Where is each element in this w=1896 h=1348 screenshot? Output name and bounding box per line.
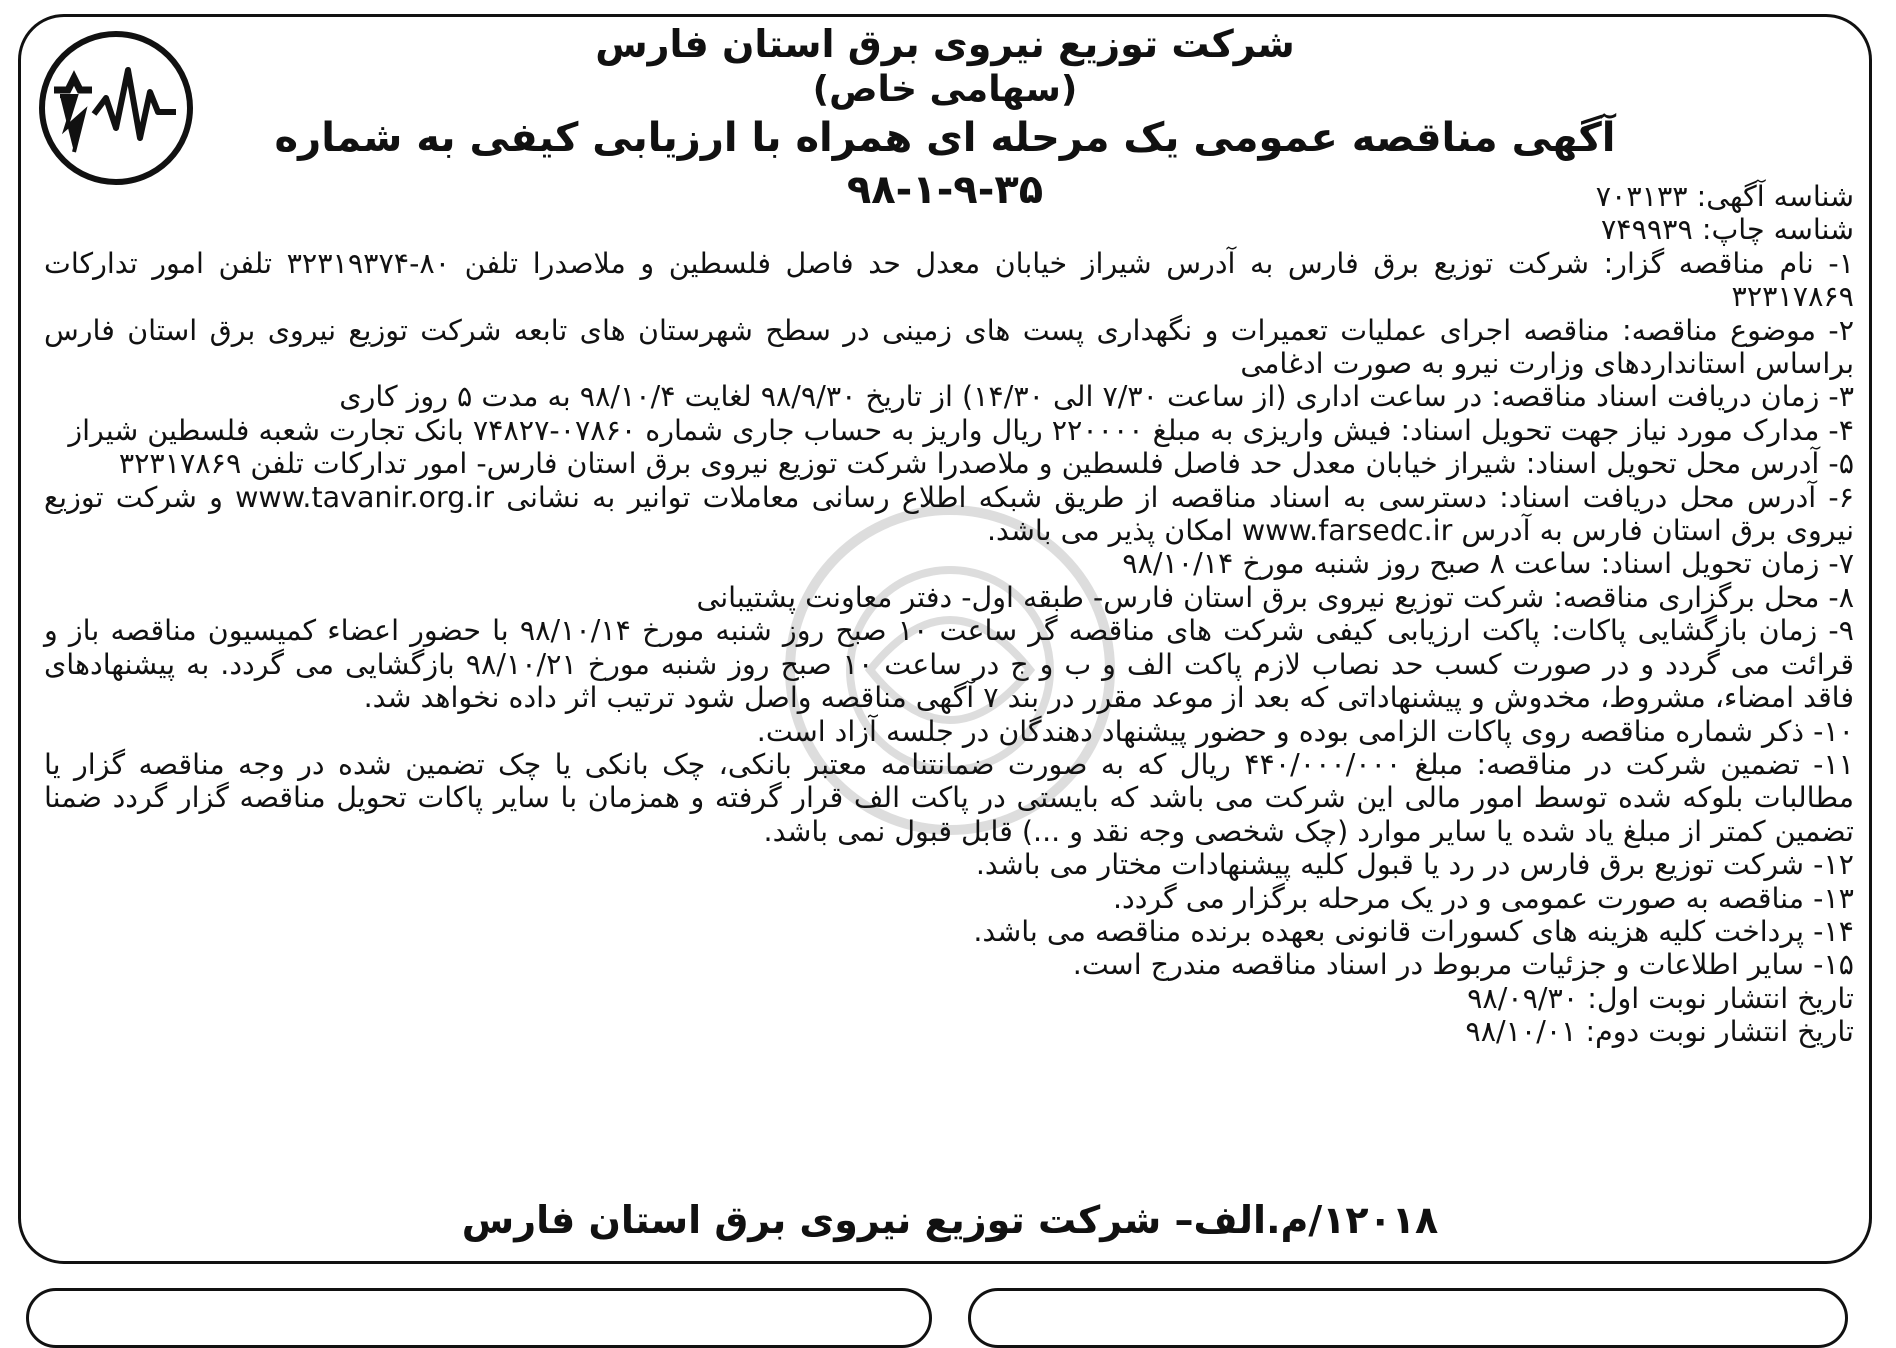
print-id: شناسه چاپ: ۷۴۹۹۳۹ — [1600, 213, 1854, 247]
footer-signature: ۱۲۰۱۸/م.الف– شرکت توزیع نیروی برق استان فارس — [461, 1198, 1439, 1242]
item-7: ۷- زمان تحویل اسناد: ساعت ۸ صبح روز شنبه مورخ ۹۸/۱۰/۱۴ — [1122, 547, 1854, 581]
company-type: (سهامی خاص) — [812, 69, 1078, 110]
item-14: ۱۴- پرداخت کلیه هزینه های کسورات قانونی بعهده برنده مناقصه می باشد. — [973, 914, 1854, 948]
publication-first: تاریخ انتشار نوبت اول: ۹۸/۰۹/۳۰ — [1467, 981, 1854, 1015]
item-10: ۱۰- ذکر شماره مناقصه روی پاکات الزامی بوده و حضور پیشنهاد دهندگان در جلسه آزاد است. — [756, 714, 1854, 748]
tender-title: آگهی مناقصه عمومی یک مرحله ای همراه با ارزیابی کیفی به شماره ۳۵-۹-۱-۹۸ — [274, 115, 1616, 213]
ad-id: شناسه آگهی: ۷۰۳۱۳۳ — [1595, 180, 1854, 213]
item-3: ۳- زمان دریافت اسناد مناقصه: در ساعت اداری (از ساعت ۷/۳۰ الی ۱۴/۳۰) از تاریخ ۹۸/۹/۳۰ لغایت ۹۸/۱۰/۴ به مدت ۵ روز کاری — [339, 380, 1854, 414]
publication-second: تاریخ انتشار نوبت دوم: ۹۸/۱۰/۰۱ — [1465, 1015, 1854, 1049]
item-6: ۶- آدرس محل دریافت اسناد: دسترسی به اسناد مناقصه از طریق شبکه اطلاع رسانی معاملات توانیر به نشانی www.tavanir.org.ir و شرکت توزیع نیروی برق استان فارس به آدرس www.farsedc.ir امکان پذیر می باشد. — [44, 480, 1855, 548]
company-logo — [36, 28, 196, 188]
next-ad-frame-left — [26, 1288, 932, 1348]
item-15: ۱۵- سایر اطلاعات و جزئیات مربوط در اسناد مناقصه مندرج است. — [1072, 948, 1854, 982]
company-name: شرکت توزیع نیروی برق استان فارس — [595, 22, 1295, 66]
item-12: ۱۲- شرکت توزیع برق فارس در رد یا قبول کلیه پیشنهادات مختار می باشد. — [975, 848, 1854, 882]
item-11: ۱۱- تضمین شرکت در مناقصه: مبلغ ۴۴۰/۰۰۰/۰۰۰ ریال که به صورت ضمانتنامه معتبر بانکی، چک بانکی یا چک تضمین شده در وجه مناقصه گزار یا مطالبات بلوکه شده توسط امور مالی این شرکت می باشد که بایستی در پاکت الف قرار گرفته و همزمان با سایر پاکات تحویل مناقصه گزار گردد ضمنا تضمین کمتر از مبلغ یاد شده یا سایر موارد (چک شخصی وجه نقد و ...) قابل قبول نمی باشد. — [44, 747, 1854, 848]
ad-body — [44, 180, 1854, 1049]
item-8: ۸- محل برگزاری مناقصه: شرکت توزیع نیروی برق استان فارس- طبقه اول- دفتر معاونت پشتیبانی — [696, 580, 1854, 614]
item-4: ۴- مدارک مورد نیاز جهت تحویل اسناد: فیش واریزی به مبلغ ۲۲۰۰۰۰ ریال واریز به حساب جاری شماره ۰۷۸۶۰-۷۴۸۲۷ بانک تجارت شعبه فلسطین شیراز — [68, 413, 1854, 447]
item-13: ۱۳- مناقصه به صورت عمومی و در یک مرحله برگزار می گردد. — [1112, 881, 1854, 915]
next-ad-frame-right — [968, 1288, 1848, 1348]
item-9: ۹- زمان بازگشایی پاکات: پاکت ارزیابی کیفی شرکت های مناقصه گر ساعت ۱۰ صبح روز شنبه مورخ ۹۸/۱۰/۱۴ با حضور اعضاء کمیسیون مناقصه باز و قرائت می گردد و در صورت کسب حد نصاب لازم پاکت الف و ب و ج در ساعت ۱۰ صبح روز شنبه مورخ ۹۸/۱۰/۲۱ بازگشایی می گردد. به پیشنهادهای فاقد امضاء، مشروط، مخدوش و پیشنهاداتی که بعد از موعد مقرر در بند ۷ آگهی مناقصه واصل شود ترتیب اثر داده نخواهد شد. — [44, 614, 1854, 715]
item-5: ۵- آدرس محل تحویل اسناد: شیراز خیابان معدل حد فاصل فلسطین و ملاصدرا شرکت توزیع نیروی برق استان فارس- امور تدارکات تلفن ۳۲۳۱۷۸۶۹ — [118, 447, 1854, 481]
item-2: ۲- موضوع مناقصه: مناقصه اجرای عملیات تعمیرات و نگهداری پست های زمینی در سطح شهرستان های تابعه شرکت توزیع نیروی برق استان فارس براساس استانداردهای وزارت نیرو به صورت ادغامی — [44, 313, 1854, 381]
item-1: ۱- نام مناقصه گزار: شرکت توزیع برق فارس به آدرس شیراز خیابان معدل حد فاصل فلسطین و ملاصدرا تلفن ۸۰-۳۲۳۱۹۳۷۴ تلفن امور تدارکات ۳۲۳۱۷۸۶۹ — [44, 246, 1854, 314]
